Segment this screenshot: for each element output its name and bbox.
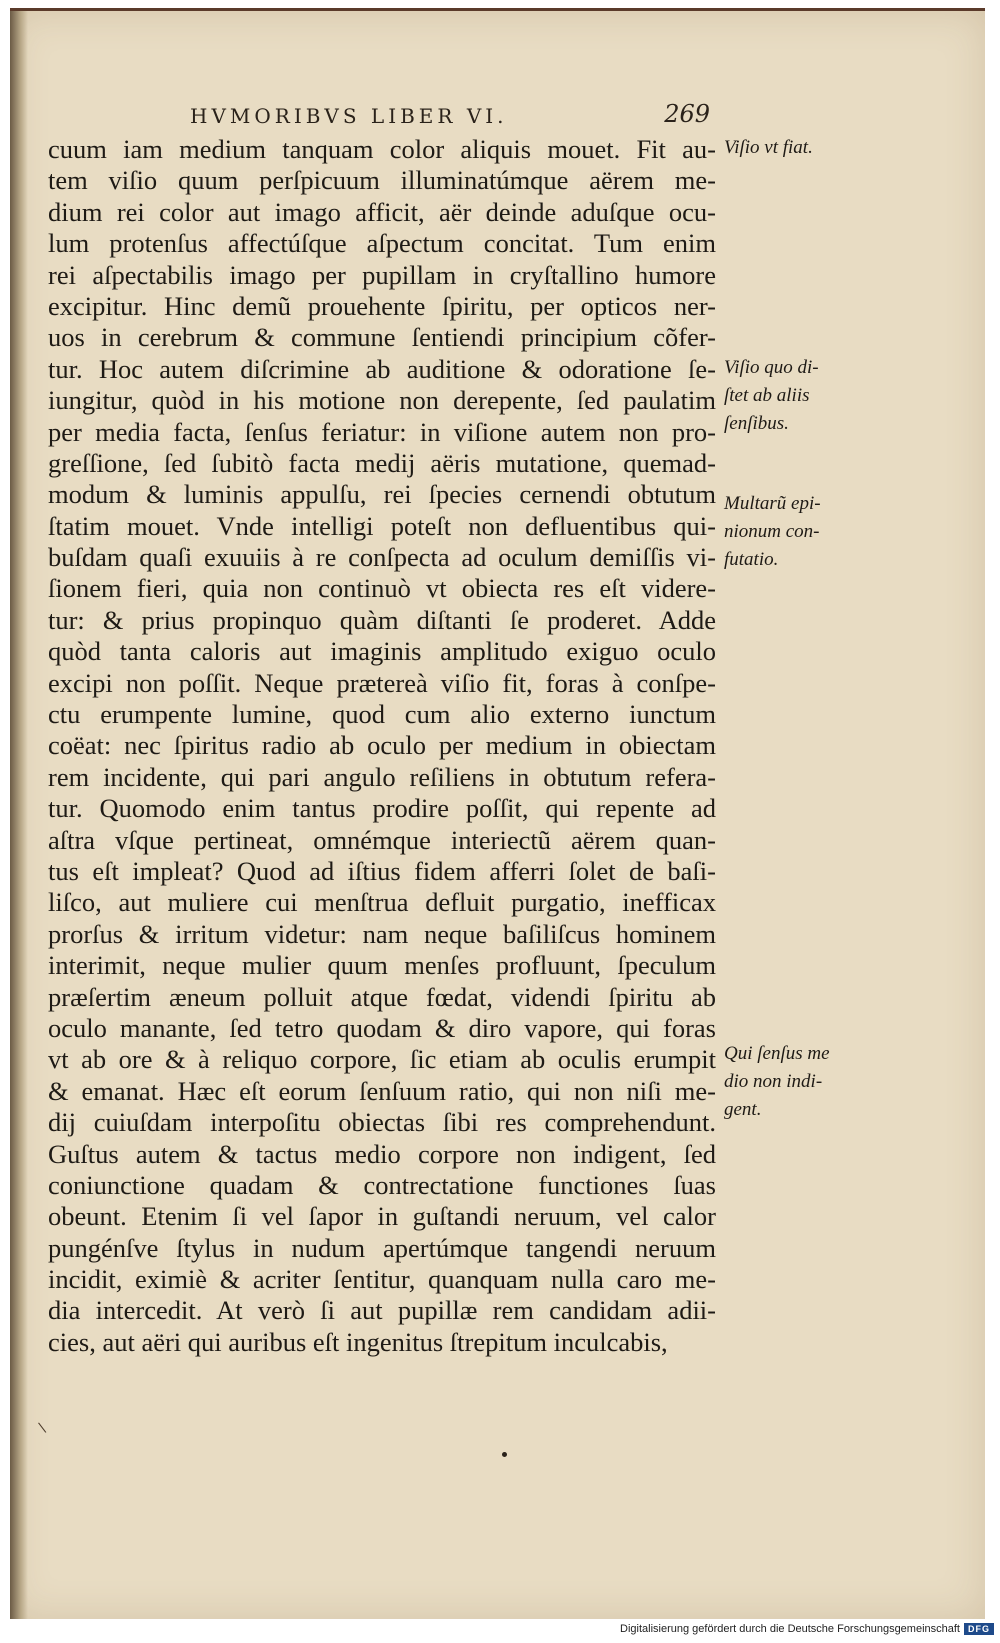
text-line: & emanat. Hæc eſt eorum ſenſuum ratio, qui non niſi me- bbox=[48, 1075, 716, 1106]
text-line: Guſtus autem & tactus medio corpore non indigent, ſed bbox=[48, 1138, 716, 1169]
text-line: dij cuiuſdam interpoſitu obiectas ſibi res comprehendunt. bbox=[48, 1107, 716, 1138]
text-line: incidit, eximiè & acriter ſentitur, quanquam nulla caro me- bbox=[48, 1264, 716, 1295]
text-line: dium rei color aut imago afficit, aër deinde aduſque ocu- bbox=[48, 196, 716, 227]
text-line: aſtra vſque pertineat, omnémque interiectũ aërem quan- bbox=[48, 824, 716, 855]
margin-note bbox=[724, 1040, 874, 1124]
text-line: excipi non poſſit. Neque prætereà viſio fit, foras à conſpe- bbox=[48, 667, 716, 698]
margin-note-line: futatio. bbox=[724, 549, 779, 570]
margin-note-line: Multarũ epi- bbox=[724, 493, 821, 514]
text-line: tur: & prius propinquo quàm diſtanti ſe proderet. Adde bbox=[48, 604, 716, 635]
text-line: tem viſio quum perſpicuum illuminatúmque aërem me- bbox=[48, 165, 716, 196]
text-line: coëat: nec ſpiritus radio ab oculo per medium in obiectam bbox=[48, 730, 716, 761]
text-line: lum protenſus affectúſque aſpectum concitat. Tum enim bbox=[48, 228, 716, 259]
text-line: ctu erumpente lumine, quod cum alio externo iunctum bbox=[48, 699, 716, 730]
text-line: obeunt. Etenim ſi vel ſapor in guſtandi neruum, vel calor bbox=[48, 1201, 716, 1232]
body-text-block bbox=[48, 134, 716, 1358]
running-title: HVMORIBVS LIBER VI. bbox=[190, 104, 508, 128]
text-line: ſtatim mouet. Vnde intelligi poteſt non defluentibus qui- bbox=[48, 510, 716, 541]
dfg-logo[interactable]: DFG bbox=[964, 1623, 994, 1635]
page-header bbox=[190, 100, 710, 130]
margin-notes bbox=[724, 134, 874, 1334]
stray-pen-mark: \ bbox=[37, 1419, 48, 1437]
text-line: buſdam quaſi exuuiis à re conſpecta ad oculum demiſſis vi- bbox=[48, 542, 716, 573]
page-binding-shadow bbox=[10, 11, 28, 1619]
text-line: oculo manante, ſed tetro quodam & diro vapore, qui foras bbox=[48, 1012, 716, 1043]
page-number: 269 bbox=[664, 100, 710, 128]
text-line: modum & luminis appulſu, rei ſpecies cernendi obtutum bbox=[48, 479, 716, 510]
text-line: tur. Quomodo enim tantus prodire poſſit, qui repente ad bbox=[48, 793, 716, 824]
digitization-footer bbox=[620, 1621, 994, 1637]
text-line: liſco, aut muliere cui menſtrua defluit purgatio, inefficax bbox=[48, 887, 716, 918]
text-line: rei aſpectabilis imago per pupillam in cryſtallino humore bbox=[48, 259, 716, 290]
margin-note-line: Viſio vt fiat. bbox=[724, 137, 813, 158]
text-line: uos in cerebrum & commune ſentiendi principium cõfer- bbox=[48, 322, 716, 353]
margin-note-line: ſtet ab aliis bbox=[724, 385, 810, 406]
text-line: cuum iam medium tanquam color aliquis mouet. Fit au- bbox=[48, 134, 716, 164]
text-line: vt ab ore & à reliquo corpore, ſic etiam ab oculis erumpit bbox=[48, 1044, 716, 1075]
text-line: tus eſt impleat? Quod ad iſtius fidem afferri ſolet de baſi- bbox=[48, 855, 716, 886]
ink-dot bbox=[502, 1452, 507, 1457]
text-line: præſertim æneum polluit atque fœdat, videndi ſpiritu ab bbox=[48, 981, 716, 1012]
text-line: cies, aut aëri qui auribus eſt ingenitus ſtrepitum inculcabis, bbox=[48, 1326, 668, 1357]
text-line: prorſus & irritum videtur: nam neque baſiliſcus hominem bbox=[48, 918, 716, 949]
margin-note-line: ſenſibus. bbox=[724, 413, 789, 434]
text-line: interimit, neque mulier quum menſes profluunt, ſpeculum bbox=[48, 950, 716, 981]
text-line: dia intercedit. At verò ſi aut pupillæ rem candidam adii- bbox=[48, 1295, 716, 1326]
text-line: pungénſve ſtylus in nudum apertúmque tangendi neruum bbox=[48, 1232, 716, 1263]
text-line: coniunctione quadam & contrectatione functiones ſuas bbox=[48, 1169, 716, 1200]
text-line: iungitur, quòd in his motione non derepente, ſed paulatim bbox=[48, 385, 716, 416]
margin-note-line: dio non indi- bbox=[724, 1071, 823, 1092]
margin-note-line: nionum con- bbox=[724, 521, 820, 542]
margin-note bbox=[724, 354, 874, 438]
margin-note-line: Viſio quo di- bbox=[724, 357, 819, 378]
margin-note-line: Qui ſenſus me bbox=[724, 1043, 830, 1064]
text-line: tur. Hoc autem diſcrimine ab auditione & odoratione ſe- bbox=[48, 353, 716, 384]
text-line: quòd tanta caloris aut imaginis amplitudo exiguo oculo bbox=[48, 636, 716, 667]
text-line: excipitur. Hinc demũ prouehente ſpiritu, per opticos ner- bbox=[48, 290, 716, 321]
text-line: ſionem fieri, quia non continuò vt obiecta res eſt videre- bbox=[48, 573, 716, 604]
margin-note bbox=[724, 490, 874, 574]
margin-note-line: gent. bbox=[724, 1099, 762, 1120]
margin-note bbox=[724, 134, 874, 162]
text-line: per media facta, ſenſus feriatur: in viſione autem non pro- bbox=[48, 416, 716, 447]
text-line: rem incidente, qui pari angulo reſiliens in obtutum refera- bbox=[48, 761, 716, 792]
digitization-credit: Digitalisierung gefördert durch die Deutsche Forschungsgemeinschaft bbox=[620, 1623, 960, 1635]
text-line: greſſione, ſed ſubitò facta medij aëris mutatione, quemad- bbox=[48, 447, 716, 478]
